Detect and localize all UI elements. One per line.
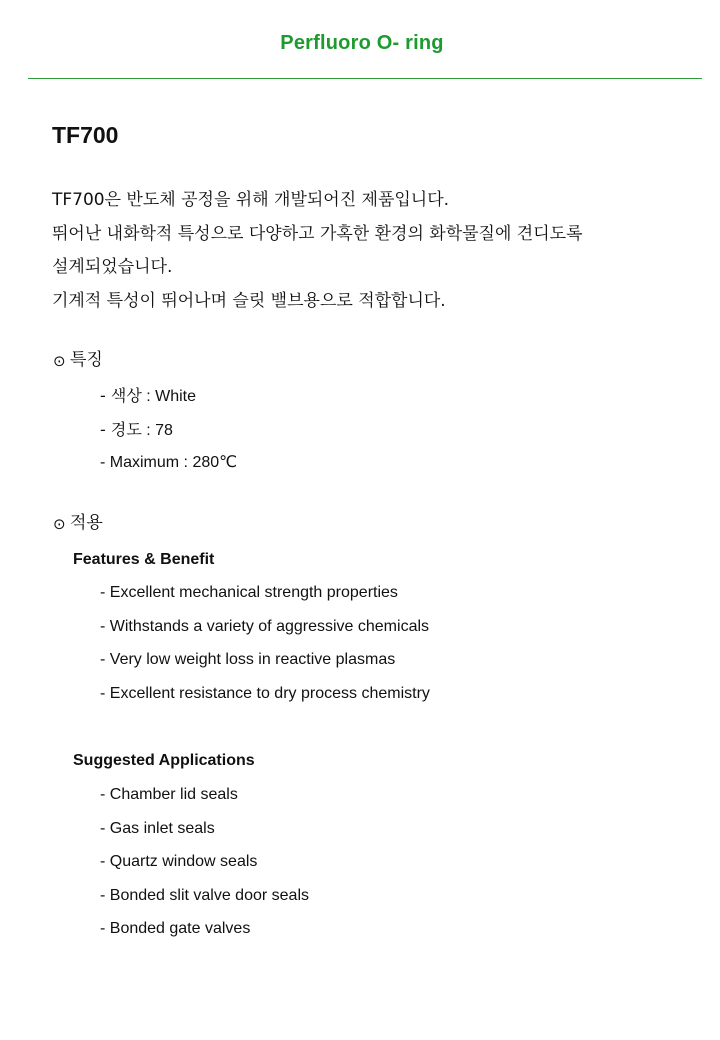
description-line: 뛰어난 내화학적 특성으로 다양하고 가혹한 환경의 화학물질에 견디도록 <box>52 223 583 244</box>
list-item: - Withstands a variety of aggressive chemicals <box>100 617 430 635</box>
spec-value: : White <box>141 388 197 405</box>
application-section-heading <box>53 511 103 536</box>
application-heading-label: 적용 <box>70 513 103 533</box>
list-item: - Bonded slit valve door seals <box>100 886 309 904</box>
spec-label: - 색상 <box>100 386 142 405</box>
spec-value: : 280℃ <box>179 454 238 471</box>
header-divider <box>28 78 702 79</box>
features-benefit-list <box>100 581 430 715</box>
features-section-heading <box>53 348 103 373</box>
list-item: - Excellent mechanical strength properties <box>100 584 398 601</box>
list-item: - Excellent resistance to dry process chemistry <box>100 684 430 702</box>
description-line: 설계되었습니다. <box>52 257 173 277</box>
list-item: - Very low weight loss in reactive plasmas <box>100 651 396 669</box>
spec-item-color <box>100 384 237 418</box>
features-benefit-heading: Features & Benefit <box>73 551 215 568</box>
circle-dot-icon: ⊙ <box>53 352 66 370</box>
description-line: 기계적 특성이 뛰어나며 슬릿 밸브용으로 적합합니다. <box>52 290 446 311</box>
list-item: - Chamber lid seals <box>100 786 238 803</box>
suggested-applications-list <box>100 783 309 951</box>
spec-label: - 경도 <box>100 419 142 439</box>
suggested-applications-heading: Suggested Applications <box>73 752 255 769</box>
spec-item-hardness <box>100 418 237 452</box>
product-description <box>52 184 692 318</box>
spec-list <box>100 384 237 485</box>
list-item: - Gas inlet seals <box>100 819 215 837</box>
list-item: - Quartz window seals <box>100 853 258 871</box>
description-line: TF700은 반도체 공정을 위해 개발되어진 제품입니다. <box>52 190 450 210</box>
spec-label: - Maximum <box>100 454 180 471</box>
list-item: - Bonded gate valves <box>100 920 251 938</box>
spec-value: : 78 <box>141 421 173 439</box>
product-name: TF700 <box>52 122 119 148</box>
spec-item-maximum <box>100 451 237 485</box>
features-heading-label: 특징 <box>70 350 103 370</box>
circle-dot-icon: ⊙ <box>53 515 66 533</box>
page-title: Perfluoro O- ring <box>280 32 444 54</box>
